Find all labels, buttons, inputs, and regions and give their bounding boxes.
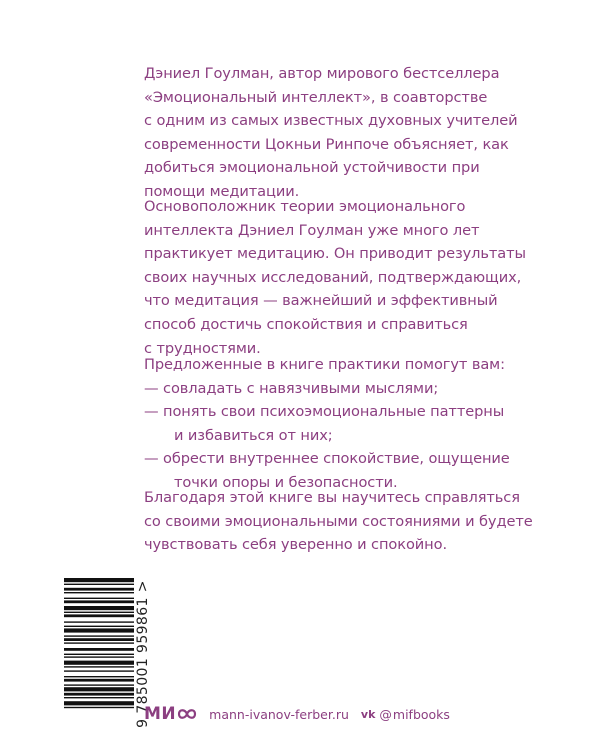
barcode-bars <box>64 578 134 730</box>
list-item-continuation: точки опоры и безопасности. <box>174 473 398 491</box>
logo-text: МИ <box>144 704 177 724</box>
barcode-bar <box>64 661 134 665</box>
barcode-bar <box>64 697 134 698</box>
barcode-bar <box>64 592 134 593</box>
list-item: — понять свои психоэмоциональные паттерны <box>144 403 505 421</box>
barcode-bar <box>64 684 134 685</box>
barcode-bar <box>64 666 134 667</box>
barcode-bar <box>64 588 134 591</box>
barcode-bar <box>64 612 134 613</box>
paragraph-line: интеллекта Дэниел Гоулман уже много лет <box>144 221 480 239</box>
barcode-bar <box>64 621 134 622</box>
paragraph-line: с трудностями. <box>144 339 261 357</box>
description-paragraph-1 <box>144 62 564 204</box>
barcode-bar <box>64 670 134 671</box>
barcode-bar <box>64 584 134 585</box>
barcode-bar <box>64 638 134 641</box>
barcode-bar <box>64 628 134 632</box>
publisher-footer <box>144 704 450 724</box>
barcode-bar <box>64 656 134 657</box>
paragraph-line: добиться эмоциональной устойчивости при <box>144 159 480 177</box>
paragraph-line: «Эмоциональный интеллект», в соавторстве <box>144 88 488 106</box>
infinity-icon <box>177 708 197 720</box>
barcode-bar <box>64 693 134 696</box>
practices-list <box>144 353 564 495</box>
paragraph-line: что медитация — важнейший и эффективный <box>144 292 498 310</box>
paragraph-line: со своими эмоциональными состояниями и будете <box>144 512 533 530</box>
barcode-bar <box>64 687 134 691</box>
barcode-bar <box>64 614 134 617</box>
list-item: — обрести внутреннее спокойствие, ощущение <box>144 450 510 468</box>
barcode-bar <box>64 707 134 708</box>
barcode-bar <box>64 635 134 636</box>
paragraph-line: современности Цокньи Ринпоче объясняет, как <box>144 135 509 153</box>
barcode-bar <box>64 642 134 643</box>
paragraph-line: Дэниел Гоулман, автор мирового бестселлера <box>144 65 500 82</box>
website-link[interactable]: mann-ivanov-ferber.ru <box>209 706 349 722</box>
vk-icon: vk <box>360 707 376 721</box>
list-item-continuation: и избавиться от них; <box>174 426 333 444</box>
paragraph-line: Благодаря этой книге вы научитесь справляться <box>144 489 520 506</box>
paragraph-line: с одним из самых известных духовных учителей <box>144 112 518 130</box>
list-item: — совладать с навязчивыми мыслями; <box>144 379 439 397</box>
barcode-bar <box>64 648 134 651</box>
barcode-bar <box>64 654 134 655</box>
barcode-bar <box>64 598 134 599</box>
description-paragraph-2 <box>144 195 564 360</box>
barcode-bar <box>64 626 134 627</box>
isbn-digits-text: 9 785001 959861 > <box>135 580 151 728</box>
publisher-logo <box>144 704 197 724</box>
paragraph-line: Основоположник теории эмоционального <box>144 198 466 215</box>
barcode-bar <box>64 679 134 682</box>
barcode-bar <box>64 676 134 677</box>
barcode-bar <box>64 701 134 705</box>
at-icon: @ <box>379 706 392 722</box>
paragraph-line: помощи медитации. <box>144 182 300 200</box>
barcode-bar <box>64 578 134 582</box>
paragraph-line: чувствовать себя уверенно и спокойно. <box>144 536 447 554</box>
barcode-bar <box>64 606 134 610</box>
barcode-bar <box>64 600 134 603</box>
paragraph-line: своих научных исследований, подтверждающих, <box>144 268 522 286</box>
list-intro: Предложенные в книге практики помогут вам: <box>144 356 505 373</box>
social-handle[interactable]: mifbooks <box>392 706 450 722</box>
description-paragraph-4 <box>144 486 564 557</box>
isbn-barcode <box>64 578 134 730</box>
paragraph-line: практикует медитацию. Он приводит результаты <box>144 245 526 263</box>
paragraph-line: способ достичь спокойствия и справиться <box>144 315 468 333</box>
